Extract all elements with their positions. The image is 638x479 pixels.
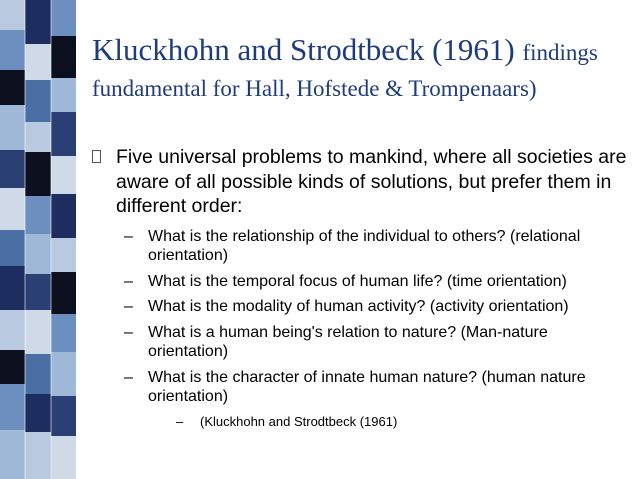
title-main: Kluckhohn and Strodtbeck (1961): [92, 32, 515, 67]
slide-content: [92, 145, 632, 430]
title-line-1: [92, 30, 632, 73]
sub-bullet-text: What is the relationship of the individual to others? (relational orientation): [148, 227, 581, 264]
citation: [92, 413, 632, 430]
main-bullet: [92, 145, 632, 219]
sub-bullet-text: What is the modality of human activity? (activity orientation): [148, 298, 569, 315]
dash-icon: –: [124, 368, 133, 386]
dash-icon: –: [124, 272, 133, 290]
dash-icon: –: [176, 413, 184, 429]
sub-bullet-text: What is the temporal focus of human life? (time orientation): [148, 272, 567, 290]
sub-bullet-item: [92, 368, 632, 407]
title-line-2: fundamental for Hall, Hofstede & Trompenaars): [92, 76, 537, 101]
citation-text: (Kluckhohn and Strodtbeck (1961): [200, 413, 398, 429]
decorative-mosaic-strip: [0, 0, 76, 479]
title-findings: findings: [522, 40, 598, 65]
sub-bullet-item: [92, 227, 632, 266]
sub-bullet-text: What is a human being's relation to nature? (Man-nature orientation): [148, 323, 548, 360]
square-bullet-icon: [92, 150, 101, 163]
sub-bullet-item: [92, 297, 632, 317]
mosaic-pattern: [0, 0, 76, 479]
sub-bullet-item: [92, 323, 632, 362]
sub-bullet-list: [92, 227, 632, 407]
dash-icon: –: [124, 323, 133, 341]
slide-title: [92, 30, 632, 105]
main-bullet-text: Five universal problems to mankind, where all societies are aware of all possible kinds of solutions, but prefer them in different order:: [116, 146, 627, 217]
sub-bullet-item: [92, 272, 632, 292]
dash-icon: –: [124, 298, 133, 315]
dash-icon: –: [124, 227, 133, 245]
sub-bullet-text: What is the character of innate human nature? (human nature orientation): [148, 368, 586, 405]
